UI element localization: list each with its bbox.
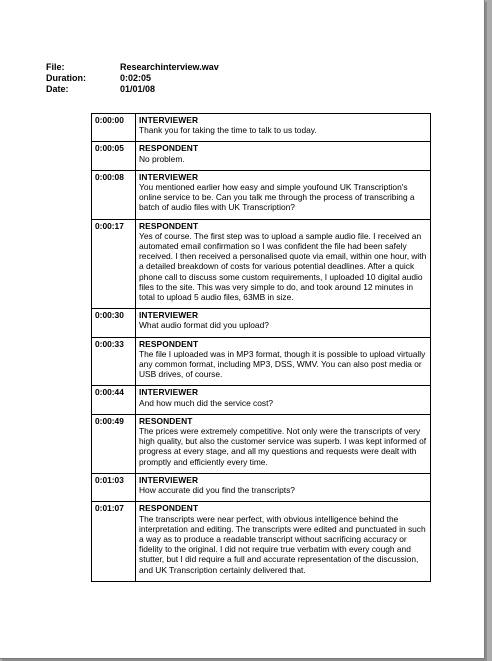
utterance-cell <box>136 473 431 501</box>
utterance-text: What audio format did you upload? <box>139 320 269 331</box>
file-row <box>46 62 219 73</box>
timestamp: 0:00:44 <box>92 386 136 414</box>
date-value: 01/01/08 <box>120 84 156 94</box>
utterance-cell <box>136 309 431 337</box>
timestamp: 0:01:03 <box>92 473 136 501</box>
timestamp: 0:00:00 <box>92 114 136 142</box>
speaker-label: INTERVIEWER <box>139 310 199 321</box>
speaker-label: RESONDENT <box>139 415 193 426</box>
utterance-text: Thank you for taking the time to talk to us today. <box>139 125 317 136</box>
utterance-text: No problem. <box>139 153 185 164</box>
table-row <box>92 142 431 170</box>
utterance-cell <box>136 386 431 414</box>
utterance-cell <box>136 337 431 386</box>
utterance-text: The transcripts were near perfect, with obvious intelligence behind the interpretation and editing. The transcripts were edited and punctuated in such a way as to produce a readable transcript without sacrificing accuracy or fidelity to the original. I did not require true verbatim with every cough and stutter, but I did require a full and accurate representation of the discussion, and UK Transcription certainly delivered that. <box>139 513 426 575</box>
table-row <box>92 386 431 414</box>
file-label: File: <box>46 62 65 72</box>
transcript-table <box>91 113 431 582</box>
table-row <box>92 219 431 309</box>
duration-row <box>46 73 219 84</box>
speaker-label: INTERVIEWER <box>139 387 199 398</box>
table-row <box>92 414 431 473</box>
speaker-label: RESPONDENT <box>139 143 199 154</box>
utterance-text: The prices were extremely competitive. Not only were the transcripts of very high quality, but also the customer service was superb. I was kept informed of progress at every stage, and all my questions and requests were dealt with promptly and efficiently every time. <box>139 426 427 467</box>
timestamp: 0:01:07 <box>92 502 136 581</box>
table-row <box>92 114 431 142</box>
utterance-cell <box>136 502 431 581</box>
utterance-text: The file I uploaded was in MP3 format, though it is possible to upload virtually any common format, including MP3, DSS, WMV. You can also post media or USB drives, of course. <box>139 348 426 380</box>
timestamp: 0:00:49 <box>92 414 136 473</box>
speaker-label: RESPONDENT <box>139 503 199 514</box>
speaker-label: INTERVIEWER <box>139 474 199 485</box>
speaker-label: INTERVIEWER <box>139 171 199 182</box>
utterance-cell <box>136 142 431 170</box>
utterance-cell <box>136 114 431 142</box>
duration-label: Duration: <box>46 73 86 83</box>
utterance-text: Yes of course. The first step was to upload a sample audio file. I received an automated email confirmation so I was confident the file had been safely received. I then received a personalised quote via email, within one hour, with a detailed breakdown of costs for various potential deadlines. After a quick phone call to discuss some custom requirements, I uploaded 10 digital audio files to the site. This was very simple to do, and took around 12 minutes in total to upload 5 audio files, 63MB in size. <box>139 230 427 303</box>
date-row <box>46 84 219 95</box>
speaker-label: RESPONDENT <box>139 220 199 231</box>
file-value: Researchinterview.wav <box>120 62 219 72</box>
timestamp: 0:00:17 <box>92 219 136 309</box>
utterance-text: And how much did the service cost? <box>139 397 274 408</box>
table-row <box>92 309 431 337</box>
table-row <box>92 473 431 501</box>
table-row <box>92 170 431 219</box>
utterance-text: How accurate did you find the transcripts? <box>139 485 295 496</box>
table-row <box>92 337 431 386</box>
file-metadata <box>46 62 219 95</box>
timestamp: 0:00:05 <box>92 142 136 170</box>
utterance-cell <box>136 170 431 219</box>
table-row <box>92 502 431 581</box>
utterance-text: You mentioned earlier how easy and simple youfound UK Transcription's online service to be. Can you talk me through the process of transcribing a batch of audio files with UK Transcription? <box>139 182 415 213</box>
timestamp: 0:00:08 <box>92 170 136 219</box>
speaker-label: RESPONDENT <box>139 338 199 349</box>
utterance-cell <box>136 414 431 473</box>
timestamp: 0:00:30 <box>92 309 136 337</box>
utterance-cell <box>136 219 431 309</box>
speaker-label: INTERVIEWER <box>139 115 199 125</box>
duration-value: 0:02:05 <box>120 73 152 83</box>
timestamp: 0:00:33 <box>92 337 136 386</box>
date-label: Date: <box>46 84 69 94</box>
